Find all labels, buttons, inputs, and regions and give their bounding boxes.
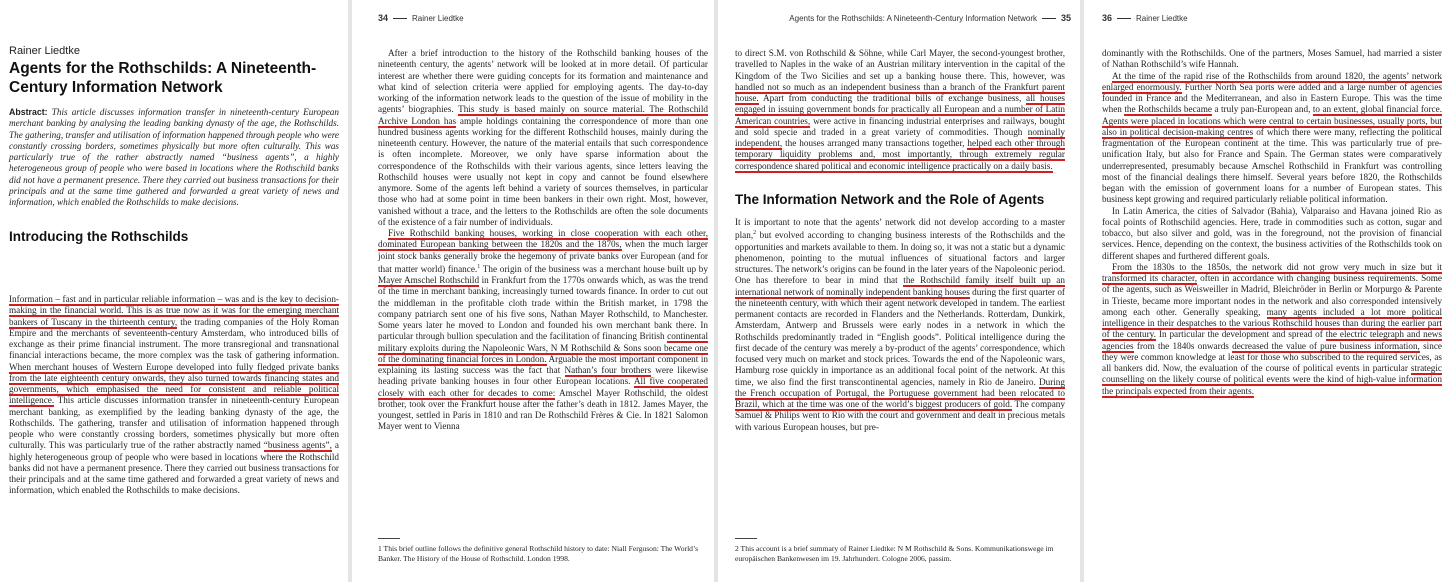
text-run: In particular the development and spread of — [1155, 329, 1326, 340]
text-run: Apart from conducting the traditional bills of exchange business, — [758, 93, 1027, 103]
highlighted-passage: the Rothschilds became — [1124, 104, 1212, 115]
text-run: were likewise heading private banking houses in four other European locations. — [378, 365, 709, 387]
text-run: the houses arranged many transactions together, — [782, 138, 968, 148]
text-run: the trading companies of the Holy Roman Empire and the merchants of seventeenth-century Amsterdam, who introduced bills of exchange as their prime financial instrument. The more transregional and transnational financial interactions became, the more complex was the task of gathering information. — [9, 316, 339, 361]
body-text — [735, 48, 1065, 433]
text-run: but evolved according to changing business interests of the Rothschilds and the opportunities and markets available to them. In doing so, it was not a static but a dynamic phenomenon, pointing to the mutual influences of situational factors and larger structures. The network’s origins can be found in the later years of the Napoleonic period. One has therefore to bear in mind that — [735, 230, 1065, 286]
text-run: a truly pan-European and, — [1211, 104, 1313, 115]
highlighted-passage: From the 1830s to the 1850s, the network did not grow very much in size but it transformed its character, — [1102, 261, 1442, 283]
running-head-text: Agents for the Rothschilds: A Nineteenth-Century Information Network — [789, 14, 1037, 23]
footnote-rule — [735, 538, 757, 539]
highlighted-passage: Mayer Amschel Rothschild — [378, 275, 480, 286]
highlighted-passage: Five Rothschild banking houses, working in close cooperation with each other, dominated European banking between the 1820s and the 1870s, — [378, 228, 708, 250]
highlighted-passage: Nathan’s four brothers — [564, 365, 652, 376]
page-35 — [718, 0, 1080, 582]
text-run: This article discusses information transfer in nineteenth-century European merchant banking, as exemplified by the leading banking dynasty of the age, the Rothschilds. The gathering, transfer and utilisation of information happened through people who were constantly crossing borders, sometimes physically but more often culturally. This was particularly true of the rather abstractly named — [9, 395, 339, 451]
highlighted-passage: helped each other through temporary liquidity problems and, most importantly, through extremely regular correspondence shared political and economic intelligence practically on a daily basis. — [735, 138, 1065, 171]
highlighted-passage: nominally independent, — [735, 126, 1065, 148]
text-run: Amschel Mayer Rothschild, the oldest brother, took over the Frankfurt house after the father’s death in 1812. James Mayer, the youngest, settled in Paris in 1810 and ran De Rothschild Frères & Cie. In 1821 Salomon Mayer went to Vienna — [378, 387, 708, 432]
text-run: The company Samuel & Philips went to Rio with the court and government and dealt in precious metals with various European houses, but pre- — [735, 399, 1065, 432]
text-run: in Frankfurt from the 1770s onwards which, as was the trend of the time in merchant banking, increasingly turned towards finance. In order to cut out the middleman in the profitable cloth trade within the British market, in 1798 the company patriarch sent one of his five sons, Nathan Mayer Rothschild, to Manchester. Some years later he moved to London and founded his own merchant bank there. In particular through bullion speculation and the facilitation of financing British — [378, 275, 708, 342]
text-run: ample holdings containing the correspondence of more than one hundred business agents working for the different Rothschild houses, mainly during the nineteenth century. However, the nature of the material entails that such correspondence is often incomplete. Moreover, we only have sparse information about the correspondence of the Rothschilds with their various agents, since letters leaving the Rothschild houses were usually not kept in copy and cannot be found elsewhere anymore. Some of the agents left behind a variety of sources themselves, in particular those who had at some point in time been bankers in their own right. Most, however, vanished without a trace, and the letters to the Rothschilds are often the sole documents of the existence of a fair number of individuals. — [378, 115, 708, 227]
text-run: were active in financing industrial enterprises and railways, bought and sold specie and traded in a great variety of commodities. Though — [735, 115, 1065, 137]
running-header — [1102, 13, 1188, 23]
page-number: 35 — [1060, 13, 1071, 23]
highlighted-passage: This study is based mainly on source material. The Rothschild Archive London has — [378, 104, 708, 126]
paragraph — [1102, 48, 1442, 71]
highlighted-passage: handled not so much as an independent business than a branch of the Frankfurt parent house. — [735, 81, 1065, 103]
text-run: After a brief introduction to the history of the Rothschild banking houses of the nineteenth century, the agents’ network will be looked at in more detail. Of particular interest are whether there were guiding concepts for its formation and maintenance and what kind of selection criteria were applied for employing agents. The day-to-day working of the information network leads to the question of the issue of mobility in the agents’ biographies. — [378, 48, 708, 115]
text-run: Further North Sea ports were added and a large number of agencies founded in France and the Mediterranean, and also in Eastern Europe. This was the time when — [1102, 81, 1442, 115]
text-run: In Latin America, the cities of Salvador (Bahia), Valparaiso and Havana joined Rio as focal points of Rothschild agencies. Here, trade in commodities such as cotton, sugar and tobacco, but also silver and gold, was in the foreground, not the provision of financial services. Hence, depending on the context, the business activities of the Rothschilds took on different shapes and furthered different goals. — [1102, 205, 1442, 261]
highlighted-passage: During the French occupation of Portugal, the Portuguese government had been relocated to Brazil, which at the time was one of the world’s biggest producers of gold. — [735, 376, 1065, 410]
text-run: of which there were many, reflecting the political fragmentation of the European continent at the time. This was particularly true of pre-unification Italy, but also for France and Spain. The German states were comparatively underrepresented, presumably because Amschel Rothschild in Frankfurt was controlling most of the financial dealings there himself. Several years before 1820, the Rothschilds began with the emission of government loans for a number of European states. This business kept growing and required particularly reliable political information. — [1102, 126, 1442, 205]
running-head-text: Rainer Liedtke — [1136, 14, 1188, 23]
article-author: Rainer Liedtke — [9, 45, 80, 57]
section-heading-introducing: Introducing the Rothschilds — [9, 229, 189, 245]
text-run: a highly heterogeneous group of people who were based in locations where the Rothschild banks did not have a permanent presence. There they carried out business transactions for their principals and at the same time gathered and forwarded a great variety of news and information, which enabled the Rothschilds to make decisions. — [9, 440, 339, 496]
text-run: often in accordance with changing business requirements. Some of the agents, such as Weisweiller in Madrid, Bleichröder in Berlin or Morpurgo & Parente in Trieste, became more important nodes in the network and also corresponded intensively among each other. Generally speaking, — [1102, 273, 1443, 317]
highlighted-passage: When merchant houses of Western Europe developed into fully fledged private banks from the late eighteenth century onwards, they also turned towards financing states and governments, which emphasised the need for consistent and reliable political intelligence. — [9, 361, 339, 406]
text-run: The origin of the business was a merchant house built up by — [480, 263, 708, 274]
text-run: Arguable the most important component in explaining its lasting success was the fact that — [378, 353, 708, 376]
page-36 — [1084, 0, 1456, 582]
highlighted-passage: Information – fast and in particular reliable information – was and is the key to decision-making in the financial world. This is as true now as it was for the emerging merchant bankers of Tuscany in the thirteenth century, — [9, 294, 339, 327]
highlighted-passage: All five cooperated closely with each other for decades to come: — [378, 376, 708, 398]
page-number: 34 — [378, 13, 389, 23]
paragraph — [9, 294, 339, 497]
page-number: 36 — [1102, 13, 1113, 23]
highlighted-passage: many agents included a lot more political intelligence in their despatches to the various Rothschild houses than during the earlier part of the century. — [1102, 306, 1442, 340]
highlighted-passage: all houses engaged in issuing government bonds for practically all European and a number of Latin American countries, — [735, 93, 1065, 126]
footnote-rule — [378, 538, 400, 539]
paragraph — [1102, 262, 1442, 397]
highlighted-passage: strategic counselling on the likely course of political events were the kind of high-value information the principals expected from their agents. — [1102, 363, 1442, 396]
body-text — [9, 294, 339, 497]
article-title: Agents for the Rothschilds: A Nineteenth-Century Information Network — [9, 60, 317, 96]
footnote-marker: 2 — [753, 230, 757, 237]
text-run: when the much larger joint stock banks generally broke the hegemony of private banks over European (and for that matter world) finance. — [378, 239, 708, 274]
running-header — [789, 13, 1071, 23]
abstract-text: This article discusses information transfer in nineteenth-century European merchant banking by analysing the leading banking dynasty of the age, the Rothschilds. The gathering, transfer and utilisation of information happened through people who were constantly crossing borders, sometimes physically but more often culturally. This was particularly true of the rather abstractly named “business agents”, a highly heterogeneous group of people who were based in locations where the Rothschild banks did not have a permanent presence. There they carried out business transactions for their principals and at the same time gathered and forwarded a great variety of news and information, which enabled the Rothschilds to make decisions. — [9, 107, 339, 207]
highlighted-passage: continental military exploits during the Napoleonic Wars, N M Rothschild & Sons soon became one of the dominating financial forces in London. — [378, 331, 708, 364]
highlighted-passage: “business agents”, — [263, 440, 332, 451]
paragraph — [378, 48, 708, 228]
highlighted-passage: the Rothschild family itself built up an international network of nominally independent banking houses — [735, 275, 1065, 297]
paragraph — [1102, 71, 1442, 206]
paragraph — [735, 48, 1065, 172]
paragraph — [1102, 206, 1442, 262]
highlighted-passage: the electric telegraph and news agencies — [1102, 329, 1442, 351]
section-heading-information-network: The Information Network and the Role of Agents — [735, 191, 1045, 207]
text-run: since they were common knowledge at least for those who subscribed to the required services, as all bankers did. Now, the evaluation of the course of political events in particular — [1102, 340, 1442, 373]
paragraph — [735, 217, 1065, 433]
abstract — [9, 107, 339, 208]
page-34 — [352, 0, 714, 582]
body-text — [1102, 48, 1442, 397]
footnote: 1 This brief outline follows the definitive general Rothschild history to date: Niall Ferguson: The World’s Banker. The History of the House of Rothschild. London 1998. — [378, 544, 699, 563]
paragraph — [378, 228, 708, 433]
highlighted-passage: Agents were placed in locations which were central to certain businesses, usually ports, but also in political decision-making centres — [1102, 115, 1442, 137]
highlighted-passage: At the time of the rapid rise of the Rothschilds from around 1820, the agents’ network enlarged enormously. — [1102, 70, 1442, 92]
text-run: dominantly with the Rothschilds. One of the partners, Moses Samuel, had married a sister of Nathan Rothschild’s wife Hannah. — [1102, 48, 1442, 70]
text-run: It is important to note that the agents’ network did not develop according to a master plan, — [735, 217, 1065, 241]
highlighted-passage: decreased the value of pure business information, — [1232, 340, 1420, 351]
abstract-label: Abstract: — [9, 107, 48, 117]
running-header — [378, 13, 464, 23]
page-33 — [0, 0, 348, 582]
highlighted-passage: to an extent, global financial force. — [1312, 104, 1443, 115]
footnote: 2 This account is a brief summary of Rainer Liedtke: N M Rothschild & Sons. Kommunikationswege im europäischen Bankenwesen im 19. Jahrhundert. Cologne 2006, passim. — [735, 544, 1054, 563]
footnote-marker: 1 — [477, 263, 481, 270]
text-run: from the 1840s onwards — [1133, 340, 1233, 351]
text-run: during the first quarter of the nineteenth century, with which their agent network developed in tandem. The earliest permanent contacts are recorded in Flanders and the Netherlands. Rotterdam, Dunkirk, Amsterdam, Antwerp and Brussels were early nodes in a network in which the Rothschilds predominantly traded in “English goods”. Political intelligence during the first decade of the century was merely a by-product of the agents’ correspondence, which focused very much on market and stock prices. Towards the end of the Napoleonic wars, Hamburg rose quickly in importance as an additional focal point of the network. At this time, we also find the first transcontinental agencies, namely in Rio de Janeiro. — [735, 286, 1065, 387]
running-head-text: Rainer Liedtke — [412, 14, 464, 23]
body-text — [378, 48, 708, 433]
text-run: to direct S.M. von Rothschild & Söhne, while Carl Mayer, the second-youngest brother, travelled to Naples in the wake of an Austrian military intervention in the capital of the Kingdom of the Two Sicilies and set up a banking house there. This, however, was — [735, 48, 1065, 81]
